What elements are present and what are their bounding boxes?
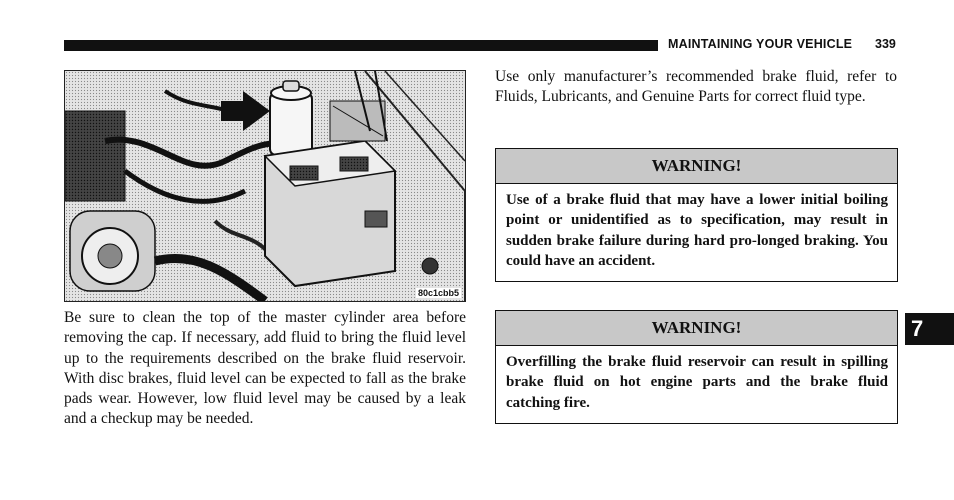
brake-reservoir-drawing <box>65 71 465 301</box>
warning-title: WARNING! <box>496 149 897 184</box>
warning-title: WARNING! <box>496 311 897 346</box>
section-title: MAINTAINING YOUR VEHICLE <box>668 37 853 51</box>
warning-text: Overfilling the brake fluid reservoir can result in spilling brake fluid on hot engine parts and the brake fluid catching fire. <box>506 354 888 411</box>
warning-box-overfilling <box>495 310 898 424</box>
chapter-tab: 7 <box>905 313 954 345</box>
warning-text: Use of a brake fluid that may have a lower initial boiling point or unidentified as to specification, may result in sudden brake failure during hard pro-longed braking. You could have an accident. <box>506 192 888 269</box>
master-cylinder-paragraph: Be sure to clean the top of the master cylinder area before removing the cap. If necessary, add fluid to bring the fluid level up to the requirements described on the brake fluid reservoir. With disc brakes, fluid level can be expected to fall as the brake pads wear. However, low fluid level may be caused by a leak and a checkup may be needed. <box>64 309 466 428</box>
brake-fluid-paragraph: Use only manufacturer’s recommended brake fluid, refer to Fluids, Lubricants, and Genuine Parts for correct fluid type. <box>495 68 897 106</box>
warning-box-boiling-point <box>495 148 898 282</box>
page-number: 339 <box>875 37 896 51</box>
engine-bay-illustration <box>64 70 466 302</box>
header-rule <box>64 40 658 51</box>
figure-code: 80c1cbb5 <box>417 288 459 298</box>
